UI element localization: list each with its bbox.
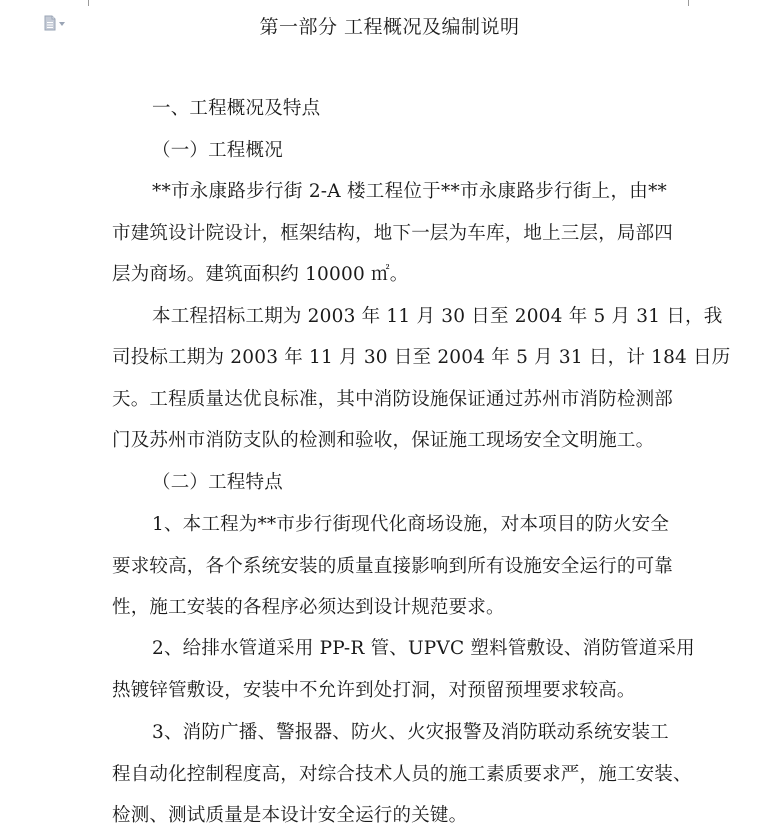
subsection-heading: （二）工程特点 <box>152 472 283 493</box>
paragraph-line: **市永康路步行街 2-A 楼工程位于**市永康路步行街上，由** <box>152 181 667 202</box>
page-title: 第一部分 工程概况及编制说明 <box>259 16 520 38</box>
paragraph-line: 热镀锌管敷设，安装中不允许到处打洞，对预留预埋要求较高。 <box>112 680 636 701</box>
paragraph-line: 程自动化控制程度高，对综合技术人员的施工素质要求严，施工安装、 <box>112 764 692 785</box>
paragraph-line: 天。工程质量达优良标准，其中消防设施保证通过苏州市消防检测部 <box>112 389 674 410</box>
left-margin-marker <box>88 0 89 6</box>
paragraph-line: 本工程招标工期为 2003 年 11 月 30 日至 2004 年 5 月 31 日，我 <box>152 306 723 327</box>
paragraph-line: 司投标工期为 2003 年 11 月 30 日至 2004 年 5 月 31 日，计 184 日历 <box>112 347 731 368</box>
paragraph-line: 2、给排水管道采用 PP-R 管、UPVC 塑料管敷设、消防管道采用 <box>152 638 695 659</box>
paragraph-line: 要求较高，各个系统安装的质量直接影响到所有设施安全运行的可靠 <box>112 556 674 577</box>
paragraph-line: 层为商场。建筑面积约 10000 ㎡。 <box>112 264 409 285</box>
right-margin-marker <box>688 0 689 6</box>
paragraph-line: 市建筑设计院设计，框架结构，地下一层为车库，地上三层，局部四 <box>112 223 674 244</box>
paragraph-line: 检测、测试质量是本设计安全运行的关键。 <box>112 805 468 826</box>
paragraph-line: 1、本工程为**市步行街现代化商场设施，对本项目的防火安全 <box>152 514 670 535</box>
paragraph-line: 门及苏州市消防支队的检测和验收，保证施工现场安全文明施工。 <box>112 430 655 451</box>
subsection-heading: （一）工程概况 <box>152 140 283 161</box>
paragraph-line: 性，施工安装的各程序必须达到设计规范要求。 <box>112 597 505 618</box>
section-heading: 一、工程概况及特点 <box>152 98 321 119</box>
paragraph-line: 3、消防广播、警报器、防火、火灾报警及消防联动系统安装工 <box>152 722 669 743</box>
